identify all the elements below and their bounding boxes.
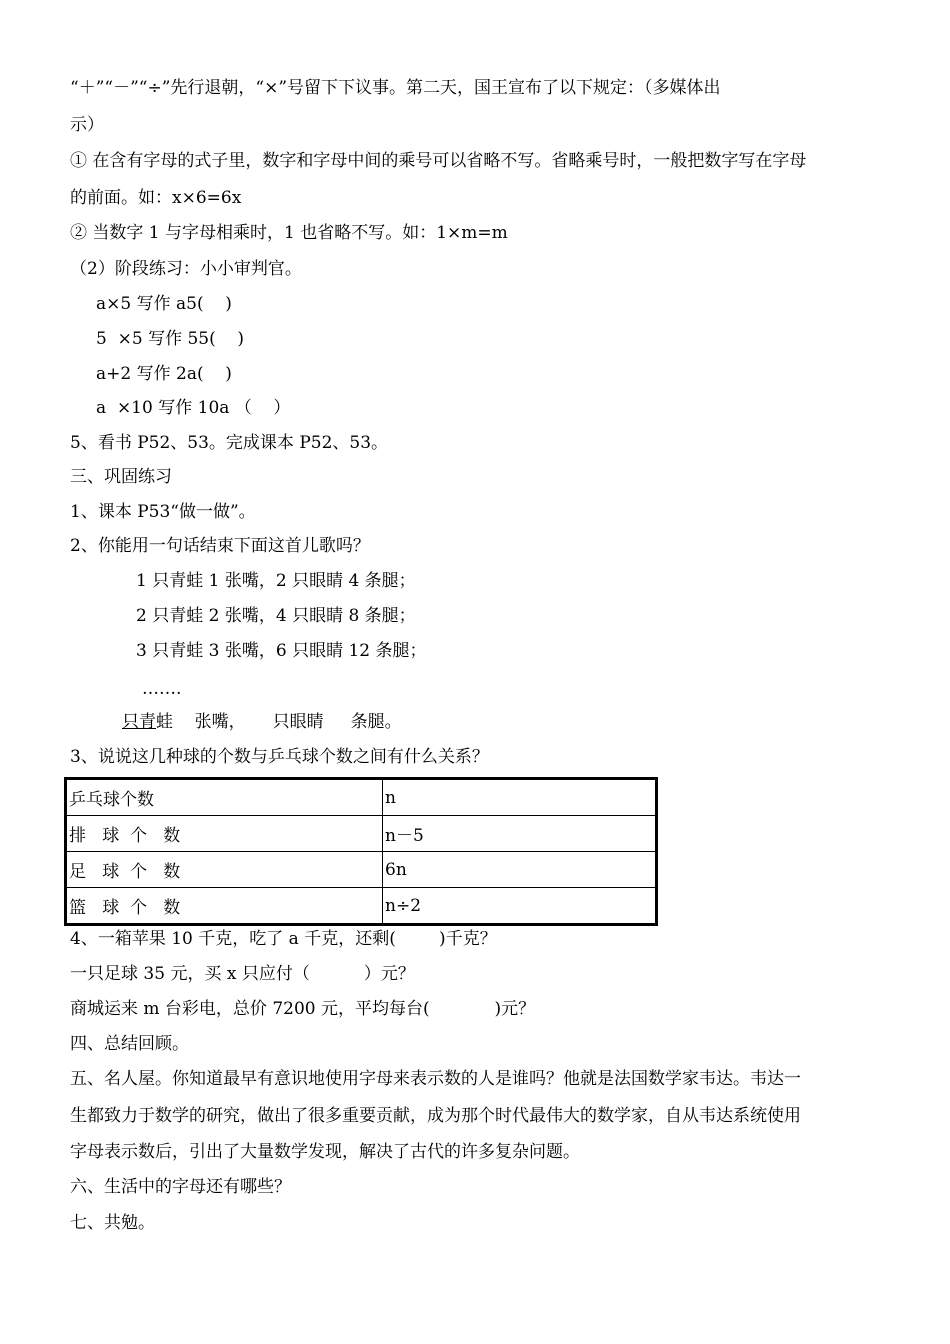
rhyme-answer-text: 蛙 张嘴， 只眼睛 条腿。 <box>156 712 402 732</box>
ball-count-table <box>64 777 658 926</box>
paragraph-line: 五、名人屋。你知道最早有意识地使用字母来表示数的人是谁吗？他就是法国数学家韦达。韦达一 <box>70 1069 801 1089</box>
rhyme-line: 3 只青蛙 3 张嘴，6 只眼睛 12 条腿； <box>136 641 427 661</box>
table-cell-expr: n <box>383 779 657 816</box>
rhyme-ellipsis: ……. <box>142 679 182 699</box>
table-row <box>66 779 657 816</box>
underlined-blank: 只青 <box>122 712 156 732</box>
rhyme-line: 1 只青蛙 1 张嘴，2 只眼睛 4 条腿； <box>136 571 416 591</box>
paragraph-line: 5、看书 P52、53。完成课本 P52、53。 <box>70 433 389 453</box>
table-cell-expr: n－5 <box>383 816 657 852</box>
section-heading: 四、总结回顾。 <box>70 1034 189 1054</box>
paragraph-line: 4、一箱苹果 10 千克，吃了 a 千克，还剩( )千克？ <box>70 929 497 949</box>
paragraph-line: 2、你能用一句话结束下面这首儿歌吗？ <box>70 536 370 556</box>
paragraph-line: 商城运来 m 台彩电，总价 7200 元，平均每台( )元？ <box>70 999 536 1019</box>
table-row <box>66 888 657 925</box>
table-cell-expr: n÷2 <box>383 888 657 925</box>
table-cell-label: 排 球 个 数 <box>66 816 383 852</box>
rule-1: ① 在含有字母的式子里，数字和字母中间的乘号可以省略不写。省略乘号时，一般把数字写在字母 <box>70 151 807 171</box>
exercise-item: a+2 写作 2a( ) <box>96 364 232 384</box>
table-row <box>66 852 657 888</box>
paragraph-line: 一只足球 35 元，买 x 只应付（ ）元？ <box>70 964 415 984</box>
exercise-item: 5 ×5 写作 55( ) <box>96 329 245 349</box>
paragraph-line: 生都致力于数学的研究，做出了很多重要贡献，成为那个时代最伟大的数学家，自从韦达系统使用 <box>70 1106 801 1126</box>
table-cell-expr: 6n <box>383 852 657 888</box>
table-cell-label: 足 球 个 数 <box>66 852 383 888</box>
paragraph-line: 1、课本 P53“做一做”。 <box>70 502 256 522</box>
section-heading: （2）阶段练习：小小审判官。 <box>70 259 302 279</box>
table-cell-label: 乒乓球个数 <box>66 779 383 816</box>
paragraph-line: 字母表示数后，引出了大量数学发现，解决了古代的许多复杂问题。 <box>70 1142 580 1162</box>
exercise-item: a×5 写作 a5( ) <box>96 294 232 314</box>
paragraph-line: “＋”“－”“÷”先行退朝，“×”号留下下议事。第二天，国王宣布了以下规定：（多媒体出 <box>70 78 721 98</box>
rhyme-line: 2 只青蛙 2 张嘴，4 只眼睛 8 条腿； <box>136 606 416 626</box>
rhyme-answer-line <box>122 710 402 734</box>
section-heading: 七、共勉。 <box>70 1213 155 1233</box>
table-cell-label: 篮 球 个 数 <box>66 888 383 925</box>
exercise-item: a ×10 写作 10a （ ） <box>96 398 291 418</box>
rule-2: ② 当数字 1 与字母相乘时，1 也省略不写。如：1×m=m <box>70 223 508 243</box>
paragraph-line: 的前面。如：x×6=6x <box>70 188 242 208</box>
section-heading: 三、巩固练习 <box>70 467 172 487</box>
paragraph-line: 示） <box>70 115 104 135</box>
paragraph-line: 3、说说这几种球的个数与乒乓球个数之间有什么关系？ <box>70 747 489 767</box>
table-row <box>66 816 657 852</box>
section-heading: 六、生活中的字母还有哪些？ <box>70 1177 291 1197</box>
